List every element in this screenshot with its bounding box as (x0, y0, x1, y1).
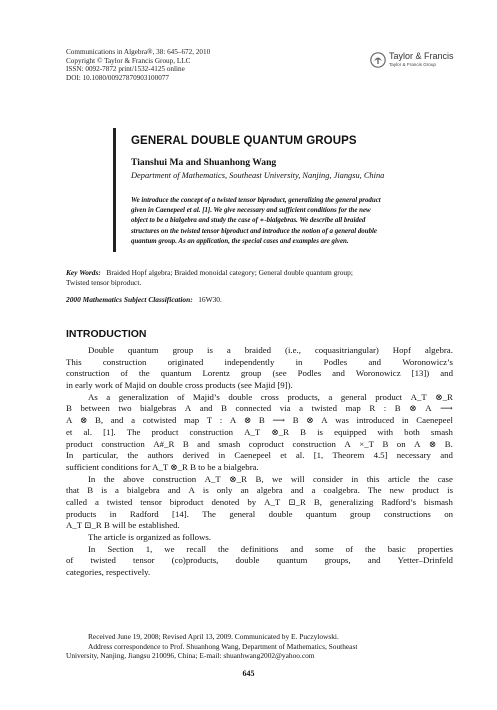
footnote (66, 632, 357, 661)
body-line: A ⊗ B, and a cotwisted map T : A ⊗ B ⟶ B ⊗ A was introduced in Caenepeel (66, 415, 453, 426)
body-line: In Section 1, we recall the definitions and some of the basic properties (88, 543, 453, 554)
body-line: construction of the quantum Lorentz group (see Podles and Woronowicz [13]) and (66, 368, 453, 379)
abstract-line: structures on the twisted tensor biproduct and introduce the notion of a general double (131, 227, 377, 235)
paper-title: GENERAL DOUBLE QUANTUM GROUPS (131, 135, 357, 147)
body-line: that B is a bialgebra and A is only an algebra and a coalgebra. The new product is (66, 485, 453, 496)
body-line: in early work of Majid on double cross products (see Majid [9]). (66, 380, 293, 391)
publisher-logo (370, 50, 454, 72)
keywords-label: Key Words: (66, 268, 101, 277)
body-line: categories, respectively. (66, 567, 151, 578)
body-line: Double quantum group is a braided (i.e., coquasitriangular) Hopf algebra. (88, 345, 453, 355)
body-line: products in Radford [14]. The general double quantum group constructions on (66, 508, 453, 519)
body-line: As a generalization of Majid’s double cross products, a general product A_T ⊗_R (88, 391, 453, 402)
body-line: et al. [1]. The product construction A_T ⊗_R B is equipped with both smash (66, 426, 453, 437)
body-line: of twisted tensor (co)products, double quantum groups, and Yetter–Drinfeld (66, 555, 453, 566)
abstract (131, 196, 449, 247)
journal-meta (66, 48, 210, 82)
body-line: The article is organized as follows. (88, 532, 211, 542)
body-line: called a twisted tensor biproduct denoted by A_T ⊡_R B, generalizing Radford’s bismash (66, 496, 453, 507)
body-line: B between two bialgebras A and B connected via a twisted map R : B ⊗ A ⟶ (66, 403, 453, 414)
abstract-line: We introduce the concept of a twisted tensor biproduct, generalizing the general product (131, 197, 381, 204)
journal-citation: Communications in Algebra®, 38: 645–672, 2010 (66, 48, 211, 56)
keywords-line: Braided Hopf algebra; Braided monoidal category; General double quantum group; (106, 268, 353, 277)
body-line: This construction originated independently in Podles and Woronowicz’s (66, 356, 453, 367)
footnote-address-cont: University, Nanjing, Jiangsu 210096, China; E-mail: shuanhwang2002@yahoo.com (66, 651, 315, 661)
footnote-address: Address correspondence to Prof. Shuanhong Wang, Department of Mathematics, Southeast (88, 641, 358, 651)
body-line: sufficient conditions for A_T ⊗_R B to be a bialgebra. (66, 461, 259, 472)
intro-body (66, 345, 453, 579)
msc-classification (66, 295, 222, 304)
keywords-line: Twisted tensor biproduct. (66, 278, 142, 287)
publisher-name: Taylor & Francis (389, 51, 454, 61)
msc-label: 2000 Mathematics Subject Classification: (66, 295, 193, 304)
journal-issn: ISSN: 0092-7872 print/1532-4125 online (66, 65, 185, 74)
publisher-logo-icon (370, 52, 386, 68)
paper-affiliation: Department of Mathematics, Southeast University, Nanjing, Jiangsu, China (131, 171, 385, 180)
page-number: 645 (242, 669, 255, 678)
body-line: product construction A#_R B and smash coproduct construction A ×_T B on A ⊗ B. (66, 438, 453, 449)
journal-doi: DOI: 10.1080/00927870903100077 (66, 73, 170, 82)
footnote-received: Received June 19, 2008; Revised April 13, 2009. Communicated by E. Puczylowski. (88, 632, 339, 641)
msc-value: 16W30. (198, 295, 222, 304)
keywords (66, 268, 353, 288)
body-line: A_T ⊡_R B will be established. (66, 520, 180, 531)
paper-authors: Tianshui Ma and Shuanhong Wang (131, 157, 277, 168)
body-line: In the above construction A_T ⊗_R B, we will consider in this article the case (88, 473, 453, 484)
abstract-line: given in Caenepeel et al. [1]. We give necessary and sufficient conditions for the new (131, 207, 371, 215)
publisher-group: Taylor & Francis Group (389, 62, 436, 67)
body-line: In particular, the authors derived in Caenepeel et al. [1, Theorem 4.5] necessary and (66, 450, 453, 461)
journal-copyright: Copyright © Taylor & Francis Group, LLC (66, 56, 191, 65)
abstract-line: object to be a bialgebra and study the case of ∗-bialgebras. We describe all braided (131, 217, 366, 225)
abstract-line: quantum group. As an application, the special cases and examples are given. (131, 237, 349, 245)
section-heading: INTRODUCTION (66, 328, 147, 340)
